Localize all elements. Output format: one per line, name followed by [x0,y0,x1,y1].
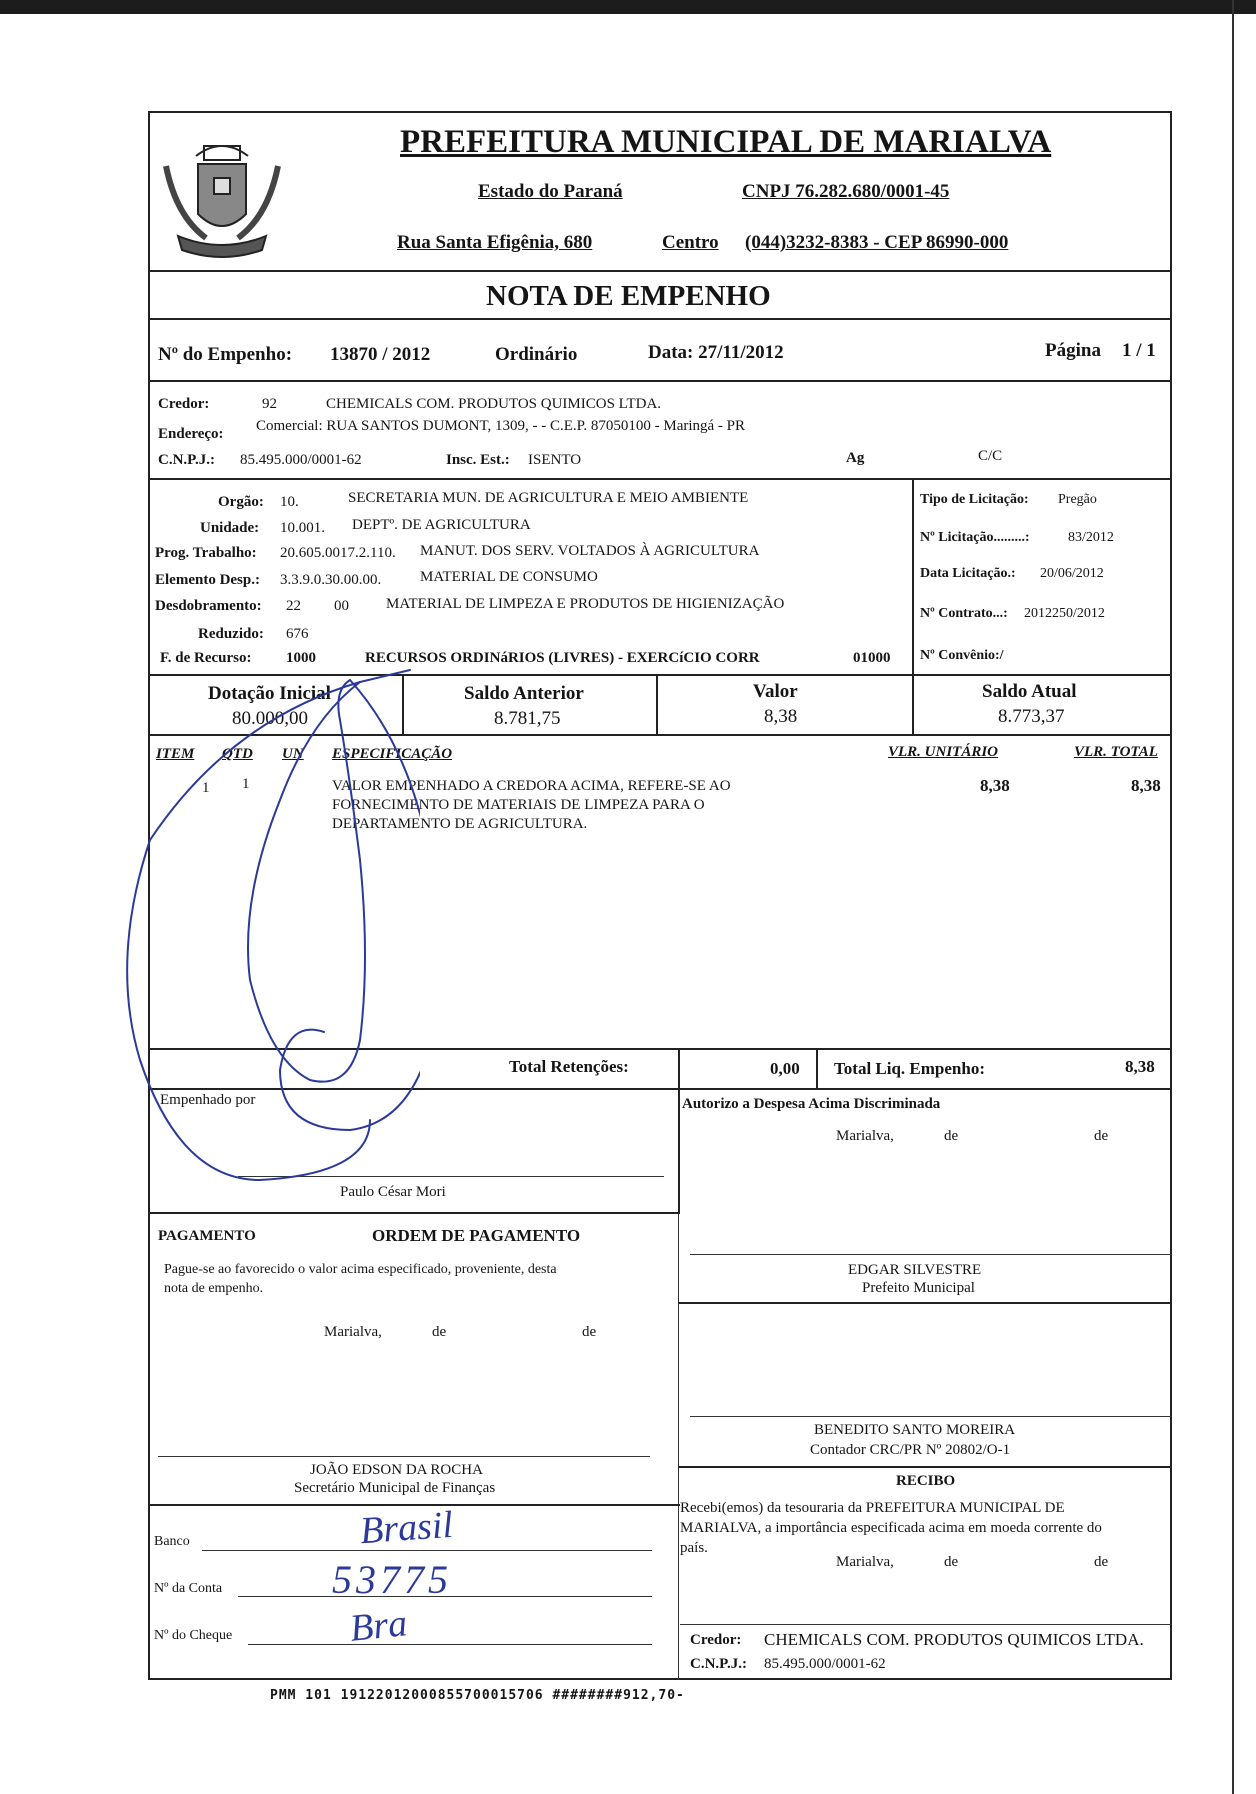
divider [148,478,1172,480]
prog-name: MANUT. DOS SERV. VOLTADOS À AGRICULTURA [420,543,760,559]
valor-label: Valor [753,681,798,702]
handwritten-cheque: Bra [347,1602,410,1650]
orgao-code: 10. [280,494,299,510]
tipo-licitacao-label: Tipo de Licitação: [920,492,1029,507]
recibo-line-1: Recebi(emos) da tesouraria da PREFEITURA MUNICIPAL DE [680,1500,1065,1516]
saldo-anterior-label: Saldo Anterior [464,683,584,704]
cheque-line [248,1644,652,1645]
divider [816,1048,818,1088]
convenio-label: Nº Convênio:/ [920,648,1004,663]
saldo-anterior-value: 8.781,75 [494,708,561,729]
saldo-atual-label: Saldo Atual [982,681,1077,702]
scan-border-top [0,0,1256,14]
scan-border-right [1232,0,1234,1794]
pagamento-de-2: de [582,1324,597,1340]
page-number: 1 / 1 [1122,340,1156,361]
recibo-credor-name: CHEMICALS COM. PRODUTOS QUIMICOS LTDA. [764,1630,1144,1649]
recibo-city: Marialva, [836,1554,894,1570]
micr-line: PMM 101 19122012000855700015706 ########912,70- [270,1688,685,1703]
handwritten-banco: Brasil [358,1503,455,1553]
fonte-code: 1000 [286,650,316,666]
desdobramento-name: MATERIAL DE LIMPEZA E PRODUTOS DE HIGIENIZAÇÃO [386,596,785,612]
licitacao-number-label: Nº Licitação.........: [920,530,1030,545]
cc-label: C/C [978,448,1003,464]
recibo-line-2: MARIALVA, a importância especificada acima em moeda corrente do [680,1520,1102,1536]
divider [678,1302,1172,1304]
reduzido-label: Reduzido: [198,626,264,642]
fonte-name: RECURSOS ORDINáRIOS (LIVRES) - EXERCíCIO CORR [365,650,760,666]
elemento-label: Elemento Desp.: [155,572,260,588]
banco-line [202,1550,652,1551]
empenho-type: Ordinário [495,344,578,365]
total-liquido-value: 8,38 [1125,1057,1155,1076]
col-qtd: QTD [222,746,253,762]
document-title: NOTA DE EMPENHO [486,280,771,312]
recibo-credor-label: Credor: [690,1632,742,1648]
signature-line [158,1456,650,1457]
divider [148,318,1172,320]
page-label: Página [1045,340,1101,361]
spec-line-1: VALOR EMPENHADO A CREDORA ACIMA, REFERE-SE AO [332,778,731,794]
header-district: Centro [662,232,719,253]
divider [912,478,914,674]
fonte-label: F. de Recurso: [160,650,252,666]
state-name: Estado do Paraná [478,181,623,202]
coat-of-arms-icon [156,126,288,266]
licitacao-number-value: 83/2012 [1068,530,1114,545]
autorizo-city: Marialva, [836,1128,894,1144]
desdobramento-label: Desdobramento: [155,598,262,614]
saldo-atual-value: 8.773,37 [998,706,1065,727]
dotacao-label: Dotação Inicial [208,683,331,704]
col-item: ITEM [156,746,195,762]
item-number: 1 [202,780,210,796]
contrato-value: 2012250/2012 [1024,606,1105,621]
header-cnpj: CNPJ 76.282.680/0001-45 [742,181,950,202]
credor-label: Credor: [158,396,210,412]
divider [656,674,658,734]
desdobramento-code: 22 [286,598,301,614]
col-total-value: VLR. TOTAL [1074,744,1158,760]
recibo-cnpj: 85.495.000/0001-62 [764,1656,886,1672]
divider [678,1212,679,1680]
conta-label: Nº da Conta [154,1581,223,1596]
ie-value: ISENTO [528,452,582,468]
contrato-label: Nº Contrato...: [920,606,1008,621]
divider [678,1088,680,1212]
autorizo-de-2: de [1094,1128,1109,1144]
page-title: PREFEITURA MUNICIPAL DE MARIALVA [400,124,1052,160]
secretario-title: Secretário Municipal de Finanças [294,1480,496,1496]
total-retencoes-label: Total Retenções: [509,1057,629,1076]
prefeito-title: Prefeito Municipal [862,1280,975,1296]
edgar-name: EDGAR SILVESTRE [848,1262,982,1278]
credor-code: 92 [262,396,277,412]
handwritten-conta: 53775 [332,1557,452,1602]
handwritten-signature-mark [110,660,420,1200]
autorizo-de-1: de [944,1128,959,1144]
unidade-code: 10.001. [280,520,325,536]
autorizo-label: Autorizo a Despesa Acima Discriminada [682,1096,941,1112]
orgao-name: SECRETARIA MUN. DE AGRICULTURA E MEIO AMBIENTE [348,490,749,506]
empenho-date: Data: 27/11/2012 [648,342,784,363]
divider [148,270,1172,272]
pague-line-2: nota de empenho. [164,1281,264,1296]
spec-line-3: DEPARTAMENTO DE AGRICULTURA. [332,816,588,832]
col-unit-value: VLR. UNITÁRIO [888,744,999,760]
pagamento-city: Marialva, [324,1324,382,1340]
prog-code: 20.605.0017.2.110. [280,545,396,561]
pague-line-1: Pague-se ao favorecido o valor acima especificado, proveniente, desta [164,1262,557,1277]
credor-address: Comercial: RUA SANTOS DUMONT, 1309, - - C.E.P. 87050100 - Maringá - PR [256,418,746,434]
item-total-value: 8,38 [1131,776,1161,795]
prog-label: Prog. Trabalho: [155,545,257,561]
benedito-name: BENEDITO SANTO MOREIRA [814,1422,1016,1438]
valor-value: 8,38 [764,706,798,727]
empenho-number: 13870 / 2012 [330,344,431,365]
contador-title: Contador CRC/PR Nº 20802/O-1 [810,1442,1011,1458]
divider [678,1466,1172,1468]
ie-label: Insc. Est.: [446,452,510,468]
elemento-code: 3.3.9.0.30.00.00. [280,572,382,588]
credor-cnpj-label: C.N.P.J.: [158,452,215,468]
credor-name: CHEMICALS COM. PRODUTOS QUIMICOS LTDA. [326,396,662,412]
banco-label: Banco [154,1534,190,1549]
divider [148,1212,680,1214]
licitacao-date-value: 20/06/2012 [1040,566,1104,581]
fonte-number: 01000 [853,650,891,666]
total-retencoes-value: 0,00 [770,1059,800,1078]
address-label: Endereço: [158,426,224,442]
empenhado-por-label: Empenhado por [160,1092,256,1108]
paulo-name: Paulo César Mori [340,1184,446,1200]
divider [678,1048,680,1088]
recibo-cnpj-label: C.N.P.J.: [690,1656,747,1672]
empenho-label: Nº do Empenho: [158,344,293,365]
recibo-de-1: de [944,1554,959,1570]
total-liquido-label: Total Liq. Empenho: [834,1059,985,1078]
signature-line [690,1416,1172,1417]
joao-name: JOÃO EDSON DA ROCHA [310,1462,483,1478]
item-qtd: 1 [242,776,250,792]
tipo-licitacao-value: Pregão [1058,492,1097,507]
col-spec: ESPECIFICAÇÃO [332,746,453,762]
divider [912,674,914,734]
desdobramento-sub: 00 [334,598,349,614]
header-phone-cep: (044)3232-8383 - CEP 86990-000 [745,232,1009,253]
unidade-name: DEPTº. DE AGRICULTURA [352,517,531,533]
credor-cnpj: 85.495.000/0001-62 [240,452,362,468]
pagamento-label: PAGAMENTO [158,1228,256,1244]
recibo-line-3: país. [680,1540,708,1556]
divider [148,380,1172,382]
licitacao-date-label: Data Licitação.: [920,566,1016,581]
divider [680,1624,1172,1625]
header-address: Rua Santa Efigênia, 680 [397,232,593,253]
col-un: UN [282,746,304,762]
unidade-label: Unidade: [200,520,260,536]
recibo-title: RECIBO [896,1473,956,1489]
reduzido-value: 676 [286,626,309,642]
ag-label: Ag [846,450,865,466]
elemento-name: MATERIAL DE CONSUMO [420,569,598,585]
cheque-label: Nº do Cheque [154,1628,233,1643]
item-unit-value: 8,38 [980,776,1010,795]
signature-line [690,1254,1172,1255]
recibo-de-2: de [1094,1554,1109,1570]
spec-line-2: FORNECIMENTO DE MATERIAIS DE LIMPEZA PARA O [332,797,705,813]
orgao-label: Orgão: [218,494,264,510]
ordem-pagamento-title: ORDEM DE PAGAMENTO [372,1226,581,1245]
pagamento-de-1: de [432,1324,447,1340]
dotacao-value: 80.000,00 [232,708,308,729]
